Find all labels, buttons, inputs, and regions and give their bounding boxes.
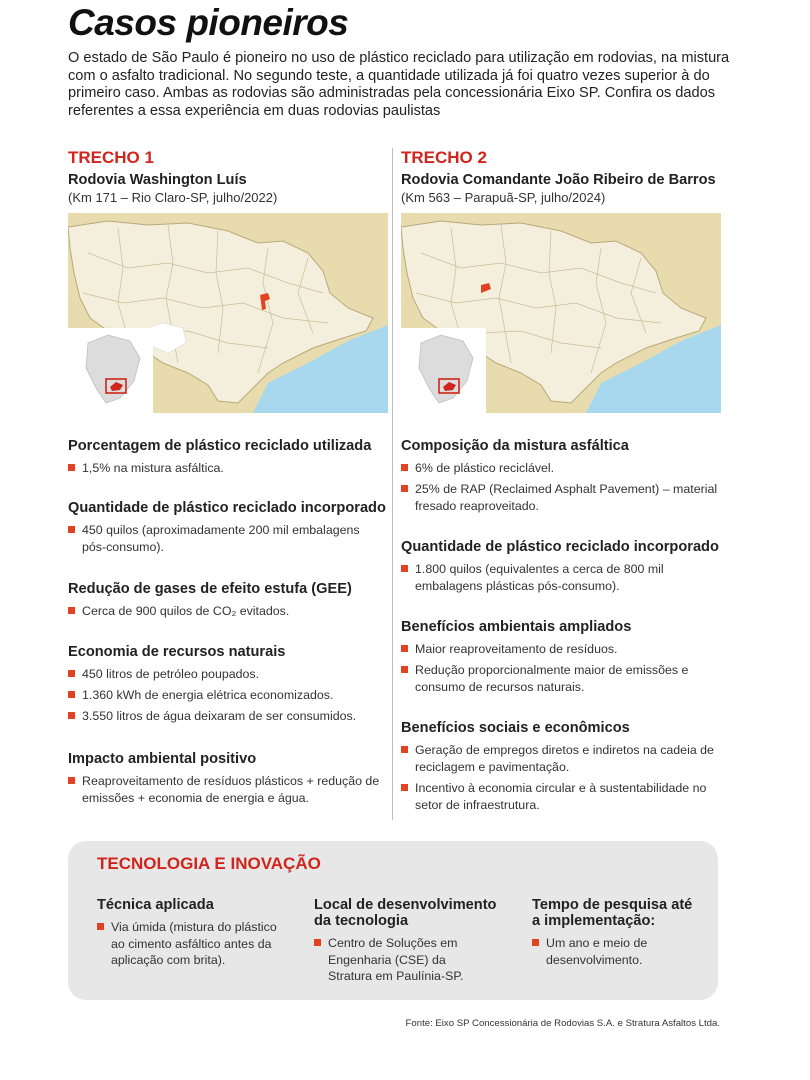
section-title: Técnica aplicada [97, 897, 214, 913]
section-title: Redução de gases de efeito estufa (GEE) [68, 581, 352, 597]
trecho-1-road: Rodovia Washington Luís [68, 172, 247, 188]
list-item: 3.550 litros de água deixaram de ser consumidos. [68, 708, 390, 725]
list-item: Geração de empregos diretos e indiretos na cadeia de reciclagem e pavimentação. [401, 742, 723, 776]
list-item: Redução proporcionalmente maior de emissões e consumo de recursos naturais. [401, 662, 723, 696]
list-item: Um ano e meio de desenvolvimento. [532, 935, 702, 968]
list-item: Cerca de 900 quilos de CO₂ evitados. [68, 603, 390, 620]
source-note: Fonte: Eixo SP Concessionária de Rodovias S.A. e Stratura Asfaltos Ltda. [405, 1018, 720, 1029]
tech-col-local [314, 897, 504, 989]
section-title: Quantidade de plástico reciclado incorporado [401, 539, 719, 555]
map-trecho-1 [68, 213, 388, 413]
section-title: Benefícios ambientais ampliados [401, 619, 632, 635]
bullet-icon [401, 464, 408, 471]
section-quantidade-2 [401, 538, 723, 599]
section-title: Tempo de pesquisa até a implementação: [532, 897, 693, 929]
section-impacto [68, 750, 390, 811]
section-title: Impacto ambiental positivo [68, 751, 257, 767]
list-item: Reaproveitamento de resíduos plásticos + redução de emissões + economia de energia e água. [68, 773, 390, 807]
section-composicao [401, 437, 723, 519]
tech-title: TECNOLOGIA E INOVAÇÃO [97, 854, 321, 873]
list-item: Centro de Soluções em Engenharia (CSE) da Stratura em Paulínia-SP. [314, 935, 504, 985]
tech-innovation-box [68, 841, 718, 1000]
list-item: 450 litros de petróleo poupados. [68, 666, 390, 683]
trecho-2-location: (Km 563 – Parapuã-SP, julho/2024) [401, 190, 606, 205]
bullet-icon [401, 645, 408, 652]
intro-text: O estado de São Paulo é pioneiro no uso de plástico reciclado para utilização em rodovias, na mistura com o asfalto tradicional. No segundo teste, a quantidade utilizada já foi quatro vezes superior à do primeiro caso. Ambas as rodovias são administradas pela concessionária Eixo SP. Confira os dados referentes a essa experiência em duas rodovias paulistas [68, 50, 730, 119]
bullet-icon [68, 670, 75, 677]
trecho-1-label: TRECHO 1 [68, 148, 154, 167]
column-divider [392, 148, 393, 820]
list-item: 1,5% na mistura asfáltica. [68, 460, 390, 477]
bullet-icon [68, 526, 75, 533]
list-item: Maior reaproveitamento de resíduos. [401, 641, 723, 658]
list-item: Incentivo à economia circular e à sustentabilidade no setor de infraestrutura. [401, 780, 723, 814]
bullet-icon [401, 746, 408, 753]
bullet-icon [401, 784, 408, 791]
tech-col-tecnica [97, 897, 287, 973]
bullet-icon [68, 777, 75, 784]
section-beneficios-sociais [401, 719, 723, 818]
trecho-2-road: Rodovia Comandante João Ribeiro de Barros [401, 172, 716, 188]
section-title: Porcentagem de plástico reciclado utilizada [68, 438, 372, 454]
section-porcentagem [68, 437, 390, 481]
list-item: 1.800 quilos (equivalentes a cerca de 800 mil embalagens plásticas pós-consumo). [401, 561, 723, 595]
list-item: 6% de plástico reciclável. [401, 460, 723, 477]
section-title: Quantidade de plástico reciclado incorporado [68, 500, 386, 516]
bullet-icon [97, 923, 104, 930]
section-gee [68, 580, 390, 624]
section-economia [68, 643, 390, 729]
section-title: Economia de recursos naturais [68, 644, 286, 660]
trecho-2-header [401, 148, 723, 206]
section-title: Composição da mistura asfáltica [401, 438, 629, 454]
section-quantidade-1 [68, 499, 390, 560]
section-title: Benefícios sociais e econômicos [401, 720, 630, 736]
section-title: Local de desenvolvimento da tecnologia [314, 897, 497, 929]
bullet-icon [401, 666, 408, 673]
list-item: 1.360 kWh de energia elétrica economizados. [68, 687, 390, 704]
sao-paulo-map-2 [401, 213, 721, 413]
sao-paulo-map-1 [68, 213, 388, 413]
map-trecho-2 [401, 213, 721, 413]
trecho-1-header [68, 148, 390, 206]
section-beneficios-ambientais [401, 618, 723, 700]
bullet-icon [68, 464, 75, 471]
page-title: Casos pioneiros [68, 2, 349, 43]
bullet-icon [532, 939, 539, 946]
tech-col-tempo [532, 897, 702, 972]
bullet-icon [401, 485, 408, 492]
list-item: 25% de RAP (Reclaimed Asphalt Pavement) – material fresado reaproveitado. [401, 481, 723, 515]
bullet-icon [68, 691, 75, 698]
list-item: 450 quilos (aproximadamente 200 mil embalagens pós-consumo). [68, 522, 390, 556]
trecho-2-label: TRECHO 2 [401, 148, 487, 167]
bullet-icon [68, 607, 75, 614]
list-item: Via úmida (mistura do plástico ao cimento asfáltico antes da aplicação com brita). [97, 919, 287, 969]
trecho-1-location: (Km 171 – Rio Claro-SP, julho/2022) [68, 190, 278, 205]
bullet-icon [68, 712, 75, 719]
bullet-icon [314, 939, 321, 946]
bullet-icon [401, 565, 408, 572]
